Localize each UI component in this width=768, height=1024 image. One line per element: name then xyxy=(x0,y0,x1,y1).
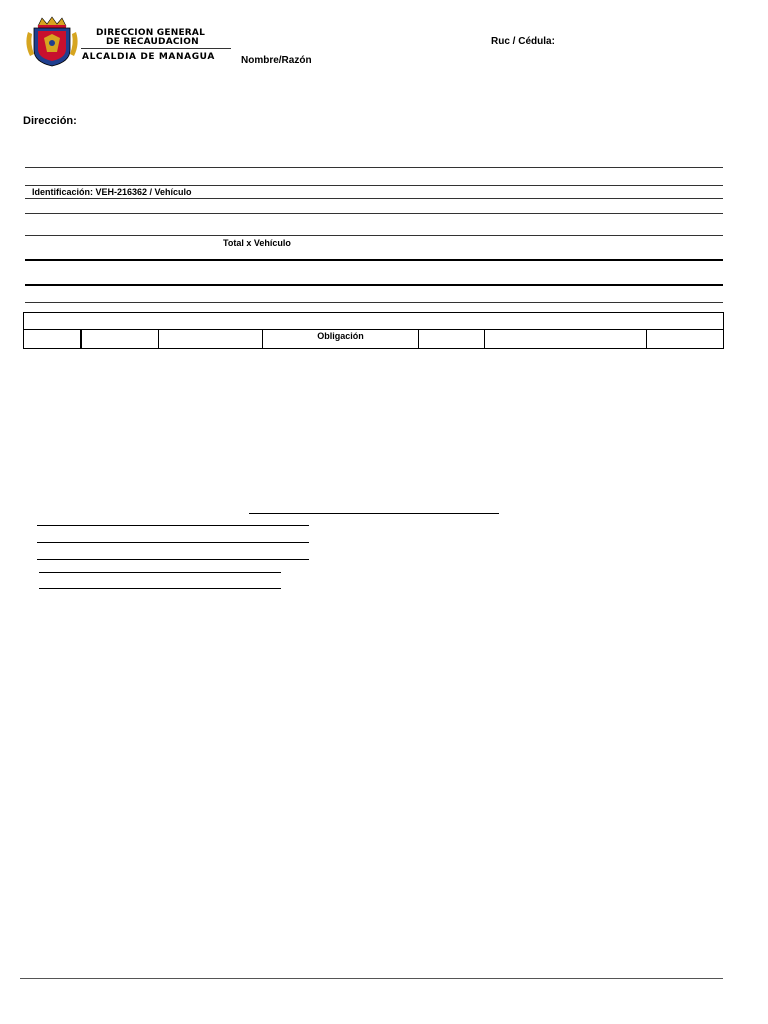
org-line-3: ALCALDIA DE MANAGUA xyxy=(82,52,215,62)
rule-thick xyxy=(25,259,723,261)
signature-line xyxy=(249,513,499,514)
table-header-cell xyxy=(158,329,263,349)
org-line-1: DIRECCION GENERAL xyxy=(96,28,206,38)
rule xyxy=(25,302,723,303)
signature-line xyxy=(37,542,309,543)
rule xyxy=(25,213,723,214)
footer-rule xyxy=(20,978,723,979)
rule xyxy=(25,167,723,168)
rule xyxy=(25,198,723,199)
direccion-label: Dirección: xyxy=(23,115,77,127)
table-header-cell xyxy=(23,329,81,349)
table-header-cell xyxy=(646,329,724,349)
signature-line xyxy=(39,572,281,573)
ruc-label: Ruc / Cédula: xyxy=(491,36,555,47)
signature-line xyxy=(37,559,309,560)
table-header-cell xyxy=(418,329,485,349)
obligacion-label: Obligación xyxy=(317,331,364,341)
rule-thick xyxy=(25,284,723,286)
identificacion-label: Identificación: VEH-216362 / Vehículo xyxy=(32,187,192,197)
signature-line xyxy=(39,588,281,589)
table-header-cell xyxy=(484,329,647,349)
signature-line xyxy=(37,525,309,526)
org-divider xyxy=(81,48,231,49)
total-vehiculo-label: Total x Vehículo xyxy=(223,238,291,248)
table-header-top xyxy=(23,312,724,330)
rule xyxy=(25,235,723,236)
nombre-label: Nombre/Razón xyxy=(241,55,312,66)
rule xyxy=(25,185,723,186)
org-line-2: DE RECAUDACION xyxy=(106,37,199,47)
table-header-cell xyxy=(80,329,159,349)
alcaldia-shield-icon xyxy=(24,16,80,68)
